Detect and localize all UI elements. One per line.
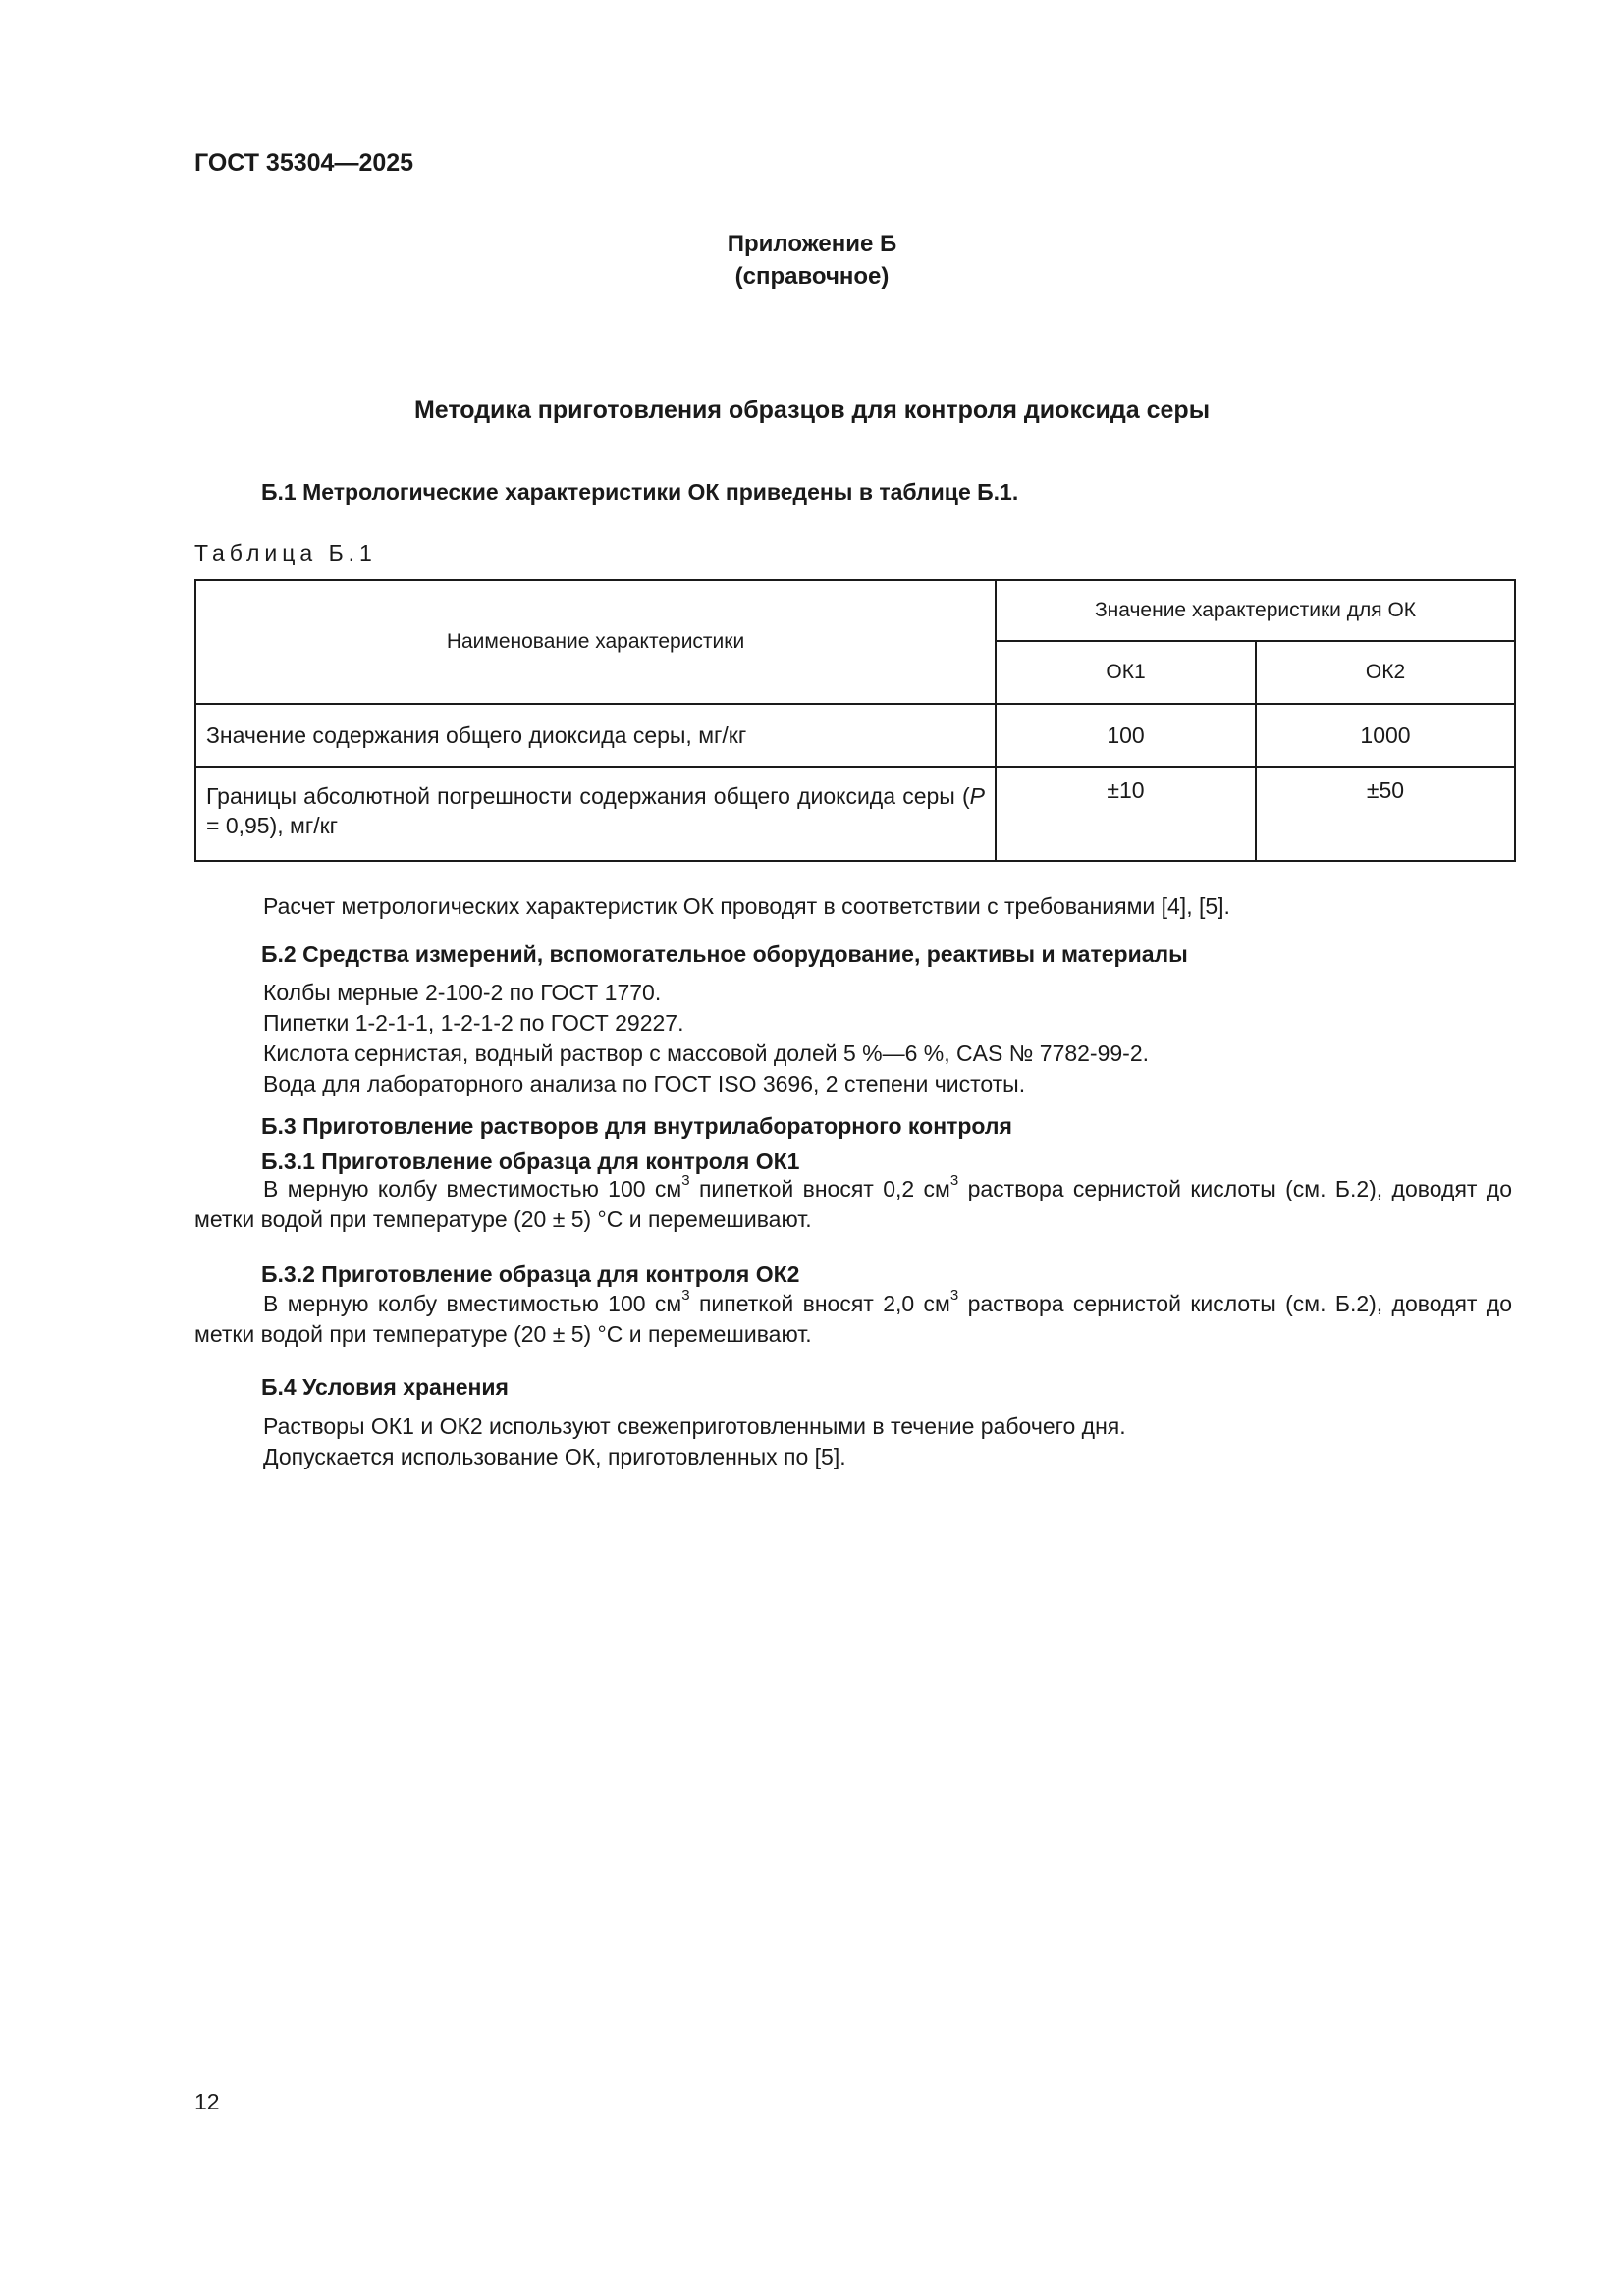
row-value-ok2: 1000 (1256, 704, 1515, 767)
page-number: 12 (194, 2089, 220, 2114)
header-characteristic-name: Наименование характеристики (195, 580, 996, 704)
document-title: Методика приготовления образцов для контроля диоксида серы (413, 397, 1211, 424)
row-value-ok1: ±10 (996, 767, 1256, 861)
list-item: Растворы ОК1 и ОК2 используют свежеприготовленными в течение рабочего дня. (263, 1414, 1126, 1439)
section-b4-heading: Б.4 Условия хранения (261, 1374, 509, 1400)
calc-note: Расчет метрологических характеристик ОК проводят в соответствии с требованиями [4], [5]. (263, 893, 1230, 919)
section-b31-paragraph: В мерную колбу вместимостью 100 $см^3$ пипеткой вносят 0,2 $см^3$ раствора сернистой кислоты (см. Б.2), доводят до метки водой при температуре (20 ± 5) °С и перемешивают. (194, 1172, 1513, 1232)
appendix-type: (справочное) (734, 263, 890, 290)
row-name: Значение содержания общего диоксида серы, мг/кг (195, 704, 996, 767)
list-item: Пипетки 1-2-1-1, 1-2-1-2 по ГОСТ 29227. (263, 1010, 684, 1036)
section-b1-heading: Б.1 Метрологические характеристики ОК приведены в таблице Б.1. (261, 479, 1019, 505)
list-item: Вода для лабораторного анализа по ГОСТ ISO 3696, 2 степени чистоты. (263, 1071, 1026, 1096)
header-ok2: ОК2 (1256, 641, 1515, 704)
appendix-label: Приложение Б (727, 231, 897, 257)
list-item: Кислота сернистая, водный раствор с массовой долей 5 %—6 %, CAS № 7782-99-2. (263, 1041, 1150, 1066)
table-row (195, 767, 1515, 861)
list-item: Допускается использование ОК, приготовленных по [5]. (263, 1444, 846, 1469)
section-b31-heading: Б.3.1 Приготовление образца для контроля ОК1 (261, 1148, 800, 1174)
list-item: Колбы мерные 2-100-2 по ГОСТ 1770. (263, 980, 662, 1005)
row-value-ok1: 100 (996, 704, 1256, 767)
section-b2-heading: Б.2 Средства измерений, вспомогательное оборудование, реактивы и материалы (261, 941, 1188, 967)
header-ok1: ОК1 (996, 641, 1256, 704)
section-b32-paragraph: В мерную колбу вместимостью 100 $см^3$ пипеткой вносят 2,0 $см^3$ раствора сернистой кислоты (см. Б.2), доводят до метки водой при температуре (20 ± 5) °С и перемешивают. (194, 1287, 1513, 1347)
row-name: Границы абсолютной погрешности содержания общего диоксида серы (P = 0,95), мг/кг (195, 767, 996, 861)
row-value-ok2: ±50 (1256, 767, 1515, 861)
section-b3-heading: Б.3 Приготовление растворов для внутрилабораторного контроля (261, 1113, 1012, 1139)
appendix-heading (0, 228, 1624, 293)
standard-number: ГОСТ 35304—2025 (194, 149, 414, 177)
table-caption: Таблица Б.1 (194, 540, 377, 565)
characteristics-table (194, 579, 1516, 862)
table-row (195, 704, 1515, 767)
section-b32-heading: Б.3.2 Приготовление образца для контроля ОК2 (261, 1261, 800, 1287)
header-characteristic-value: Значение характеристики для ОК (996, 580, 1515, 641)
